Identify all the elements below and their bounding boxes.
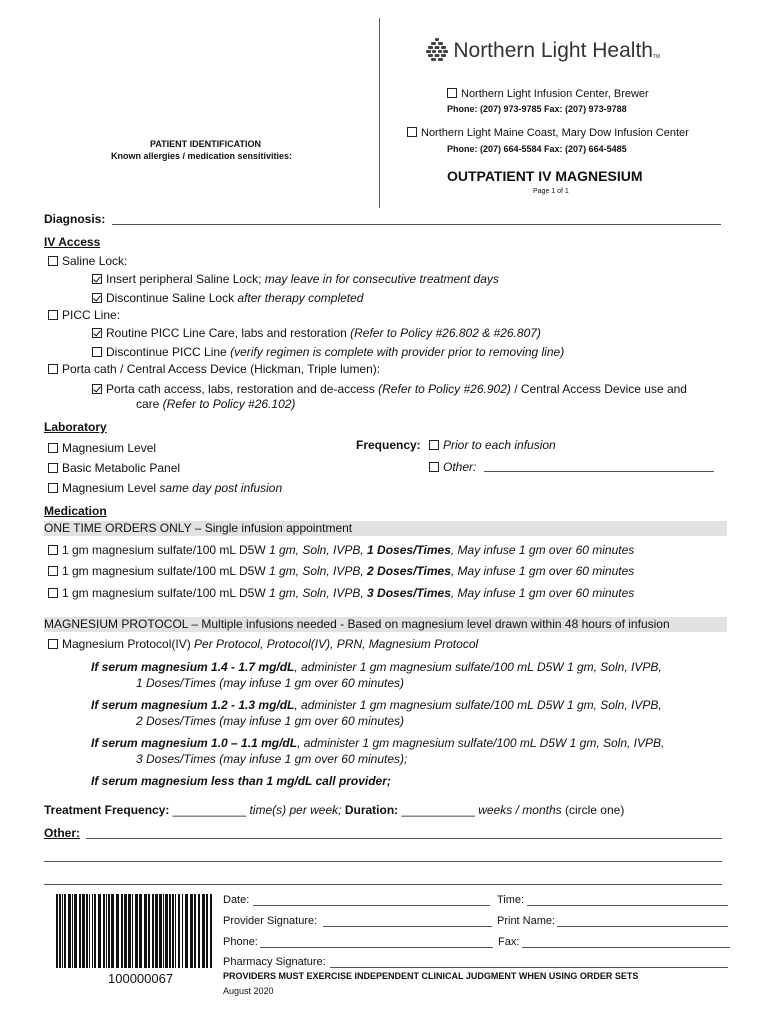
iv-access-heading: IV Access [44, 235, 101, 249]
insert-saline-label: Insert peripheral Saline Lock; [106, 272, 262, 286]
location1-option[interactable] [447, 88, 649, 100]
barcode-bar [116, 894, 119, 968]
barcode-bar [68, 894, 71, 968]
discontinue-saline-option[interactable] [92, 291, 363, 305]
order1-drug: 1 gm magnesium sulfate/100 mL D5W [62, 543, 266, 557]
mag-post-checkbox[interactable] [48, 483, 58, 493]
bmp-checkbox[interactable] [48, 463, 58, 473]
order2-dose: 1 gm, Soln, IVPB, [265, 564, 368, 578]
barcode-bar [155, 894, 158, 968]
one-time-bar-label: ONE TIME ORDERS ONLY – Single infusion appointment [44, 521, 353, 535]
logo [426, 38, 660, 68]
phone-label: Phone: [223, 936, 258, 948]
mag-post-option[interactable] [48, 481, 282, 495]
lab-other-checkbox[interactable] [429, 462, 439, 472]
discontinue-picc-option[interactable] [92, 345, 564, 359]
order1-times: 1 Doses/Times [367, 543, 451, 557]
barcode-bar [64, 894, 66, 968]
rule2-line1 [91, 698, 662, 712]
location2-checkbox[interactable] [407, 127, 417, 137]
phone-line[interactable] [260, 947, 493, 948]
other-line-2[interactable] [44, 861, 722, 862]
provider-signature-label: Provider Signature: [223, 915, 318, 927]
fax-label: Fax: [498, 936, 520, 948]
barcode-bar [206, 894, 208, 968]
rule1-action: , administer 1 gm magnesium sulfate/100 mL D5W 1 gm, Soln, IVPB, [294, 660, 662, 674]
barcode-bar [103, 894, 105, 968]
location1-checkbox[interactable] [447, 88, 457, 98]
barcode-bar [59, 894, 61, 968]
order2-option[interactable] [48, 564, 634, 578]
order3-rate: , May infuse 1 gm over 60 minutes [450, 586, 635, 600]
barcode-bar [148, 894, 150, 968]
picc-line-label: PICC Line: [62, 308, 121, 322]
barcode-bar [172, 894, 174, 968]
frequency-label: Frequency: [356, 438, 421, 452]
location2-label: Northern Light Maine Coast, Mary Dow Infusion Center [421, 127, 689, 139]
prior-each-label: Prior to each infusion [443, 438, 556, 452]
disclaimer: PROVIDERS MUST EXERCISE INDEPENDENT CLINICAL JUDGMENT WHEN USING ORDER SETS [223, 971, 639, 981]
location1-phone: Phone: (207) 973-9785 Fax: (207) 973-9788 [447, 104, 627, 114]
porta-line2-note: (Refer to Policy #26.102) [159, 397, 296, 411]
rule1-line1 [91, 660, 662, 674]
diagnosis-line[interactable] [112, 224, 721, 225]
order2-rate: , May infuse 1 gm over 60 minutes [450, 564, 635, 578]
allergies-label: Known allergies / medication sensitivities: [111, 151, 293, 161]
porta-access-option[interactable] [92, 382, 687, 396]
location1-label: Northern Light Infusion Center, Brewer [461, 88, 649, 100]
time-line[interactable] [527, 905, 728, 906]
lab-other-label: Other: [443, 460, 477, 474]
routine-picc-note: (Refer to Policy #26.802 & #26.807) [346, 326, 541, 340]
barcode-bar [56, 894, 58, 968]
treatment-frequency-blank[interactable]: ___________ [169, 803, 250, 817]
discontinue-saline-note: after therapy completed [234, 291, 364, 305]
order2-drug: 1 gm magnesium sulfate/100 mL D5W [62, 564, 266, 578]
porta-cath-checkbox[interactable] [48, 364, 58, 374]
rule2-condition: If serum magnesium 1.2 - 1.3 mg/dL [91, 698, 295, 712]
barcode-bar [175, 894, 176, 968]
laboratory-heading: Laboratory [44, 420, 107, 434]
location2-option[interactable] [407, 127, 689, 139]
order1-rate: , May infuse 1 gm over 60 minutes [450, 543, 635, 557]
bmp-option[interactable] [48, 461, 180, 475]
porta-line2-label: care [136, 397, 160, 411]
circle-one-note: (circle one) [561, 803, 625, 817]
medication-heading: Medication [44, 504, 107, 518]
barcode-bar [185, 894, 188, 968]
order3-times: 3 Doses/Times [367, 586, 451, 600]
order3-option[interactable] [48, 586, 634, 600]
discontinue-picc-checkbox[interactable] [92, 347, 102, 357]
form-title: OUTPATIENT IV MAGNESIUM [447, 168, 643, 184]
order1-checkbox[interactable] [48, 545, 58, 555]
protocol-bar-label: MAGNESIUM PROTOCOL – Multiple infusions needed - Based on magnesium level drawn within 48 hours of infusion [44, 617, 670, 631]
protocol-checkbox[interactable] [48, 639, 58, 649]
order3-dose: 1 gm, Soln, IVPB, [265, 586, 368, 600]
picc-line-checkbox[interactable] [48, 310, 58, 320]
barcode-bar [128, 894, 131, 968]
barcode-bar [74, 894, 77, 968]
order2-checkbox[interactable] [48, 566, 58, 576]
logo-tm: TM [652, 54, 661, 61]
barcode-bar [108, 894, 110, 968]
barcode-number: 100000067 [108, 971, 174, 986]
protocol-option[interactable] [48, 637, 478, 651]
patient-id-title: PATIENT IDENTIFICATION [150, 139, 261, 149]
barcode-bar [121, 894, 123, 968]
rule1-condition: If serum magnesium 1.4 - 1.7 mg/dL [91, 660, 295, 674]
barcode-bar [210, 894, 212, 968]
protocol-label: Magnesium Protocol(IV) [62, 637, 191, 651]
barcode-bar [89, 894, 90, 968]
discontinue-picc-note: (verify regimen is complete with provider prior to removing line) [226, 345, 565, 359]
order3-checkbox[interactable] [48, 588, 58, 598]
treatment-frequency-row [44, 803, 624, 817]
pinecone-logo-icon [426, 38, 448, 64]
barcode-bar [62, 894, 63, 968]
order2-times: 2 Doses/Times [367, 564, 451, 578]
barcode-bar [92, 894, 93, 968]
rule3-action: , administer 1 gm magnesium sulfate/100 mL D5W 1 gm, Soln, IVPB, [297, 736, 665, 750]
porta-access-line2 [136, 397, 295, 411]
pharmacy-signature-line[interactable] [330, 967, 728, 968]
barcode-bar [198, 894, 200, 968]
discontinue-saline-label: Discontinue Saline Lock [106, 291, 235, 305]
prior-each-checkbox[interactable] [429, 440, 439, 450]
discontinue-picc-label: Discontinue PICC Line [106, 345, 227, 359]
barcode-bar [135, 894, 138, 968]
insert-saline-checkbox[interactable] [92, 274, 102, 284]
saline-lock-option[interactable] [48, 254, 127, 268]
porta-cath-label: Porta cath / Central Access Device (Hickman, Triple lumen): [62, 362, 381, 376]
page-info: Page 1 of 1 [533, 188, 569, 195]
magnesium-level-label: Magnesium Level [62, 441, 157, 455]
porta-access-note: (Refer to Policy #26.902) [374, 382, 511, 396]
insert-saline-note: may leave in for consecutive treatment days [261, 272, 499, 286]
rule3-line2: 3 Doses/Times (may infuse 1 gm over 60 minutes); [136, 752, 408, 766]
rule2-action: , administer 1 gm magnesium sulfate/100 mL D5W 1 gm, Soln, IVPB, [294, 698, 662, 712]
barcode-bar [79, 894, 81, 968]
barcode-bar [132, 894, 133, 968]
porta-cath-option[interactable] [48, 362, 380, 376]
routine-picc-label: Routine PICC Line Care, labs and restoration [106, 326, 347, 340]
revision-date: August 2020 [223, 986, 274, 996]
magnesium-level-checkbox[interactable] [48, 443, 58, 453]
bmp-label: Basic Metabolic Panel [62, 461, 181, 475]
logo-text: Northern Light Health [453, 39, 653, 62]
routine-picc-checkbox[interactable] [92, 328, 102, 338]
order1-option[interactable] [48, 543, 634, 557]
picc-line-option[interactable] [48, 308, 120, 322]
rule4: If serum magnesium less than 1 mg/dL call provider; [91, 774, 391, 788]
insert-saline-option[interactable] [92, 272, 499, 286]
barcode-bar [152, 894, 154, 968]
treatment-frequency-unit: time(s) per week; [249, 803, 342, 817]
barcode-bar [169, 894, 171, 968]
barcode-bar [144, 894, 147, 968]
discontinue-saline-checkbox[interactable] [92, 293, 102, 303]
barcode-bar [163, 894, 164, 968]
porta-access-label: Porta cath access, labs, restoration and de-access [106, 382, 375, 396]
treatment-frequency-label: Treatment Frequency: [44, 803, 170, 817]
location2-phone: Phone: (207) 664-5584 Fax: (207) 664-5485 [447, 144, 627, 154]
barcode-bar [111, 894, 114, 968]
barcode-bar [98, 894, 101, 968]
saline-lock-label: Saline Lock: [62, 254, 128, 268]
mag-post-label: Magnesium Level [62, 481, 157, 495]
prior-each-option[interactable] [429, 438, 556, 452]
rule3-line1 [91, 736, 664, 750]
saline-lock-checkbox[interactable] [48, 256, 58, 266]
provider-signature-line[interactable] [323, 926, 492, 927]
barcode-bar [202, 894, 205, 968]
print-name-line[interactable] [557, 926, 728, 927]
time-label: Time: [497, 894, 525, 906]
lab-other-line[interactable] [484, 471, 714, 472]
order1-dose: 1 gm, Soln, IVPB, [265, 543, 368, 557]
pharmacy-signature-label: Pharmacy Signature: [223, 956, 326, 968]
other-line-1[interactable] [86, 838, 722, 839]
barcode-bar [124, 894, 127, 968]
porta-access-checkbox[interactable] [92, 384, 102, 394]
barcode-bar [159, 894, 162, 968]
magnesium-level-option[interactable] [48, 441, 156, 455]
barcode-bar [94, 894, 96, 968]
mag-post-note: same day post infusion [156, 481, 283, 495]
barcode-bar [72, 894, 73, 968]
date-label: Date: [223, 894, 250, 906]
barcode-bar [194, 894, 196, 968]
diagnosis-label: Diagnosis: [44, 212, 106, 226]
order3-drug: 1 gm magnesium sulfate/100 mL D5W [62, 586, 266, 600]
barcode-bar [106, 894, 107, 968]
barcode-bar [86, 894, 88, 968]
date-line[interactable] [253, 905, 490, 906]
lab-other-option[interactable] [429, 460, 476, 474]
barcode-bar [178, 894, 180, 968]
barcode-bar [82, 894, 85, 968]
rule1-line2: 1 Doses/Times (may infuse 1 gm over 60 minutes) [136, 676, 404, 690]
duration-unit: weeks / months [478, 803, 562, 817]
barcode-bar [182, 894, 183, 968]
header-divider [379, 18, 380, 208]
rule2-line2: 2 Doses/Times (may infuse 1 gm over 60 minutes) [136, 714, 404, 728]
rule3-condition: If serum magnesium 1.0 – 1.1 mg/dL [91, 736, 298, 750]
barcode [56, 894, 213, 968]
barcode-bar [190, 894, 193, 968]
fax-line[interactable] [522, 947, 730, 948]
duration-label: Duration: [341, 803, 399, 817]
barcode-bar [139, 894, 142, 968]
duration-blank[interactable]: ___________ [398, 803, 479, 817]
print-name-label: Print Name: [497, 915, 556, 927]
routine-picc-option[interactable] [92, 326, 541, 340]
protocol-detail: Per Protocol, Protocol(IV), PRN, Magnesium Protocol [190, 637, 479, 651]
barcode-bar [165, 894, 168, 968]
porta-access-tail: / Central Access Device use and [510, 382, 687, 396]
other-label: Other: [44, 826, 80, 840]
other-line-3[interactable] [44, 884, 722, 885]
